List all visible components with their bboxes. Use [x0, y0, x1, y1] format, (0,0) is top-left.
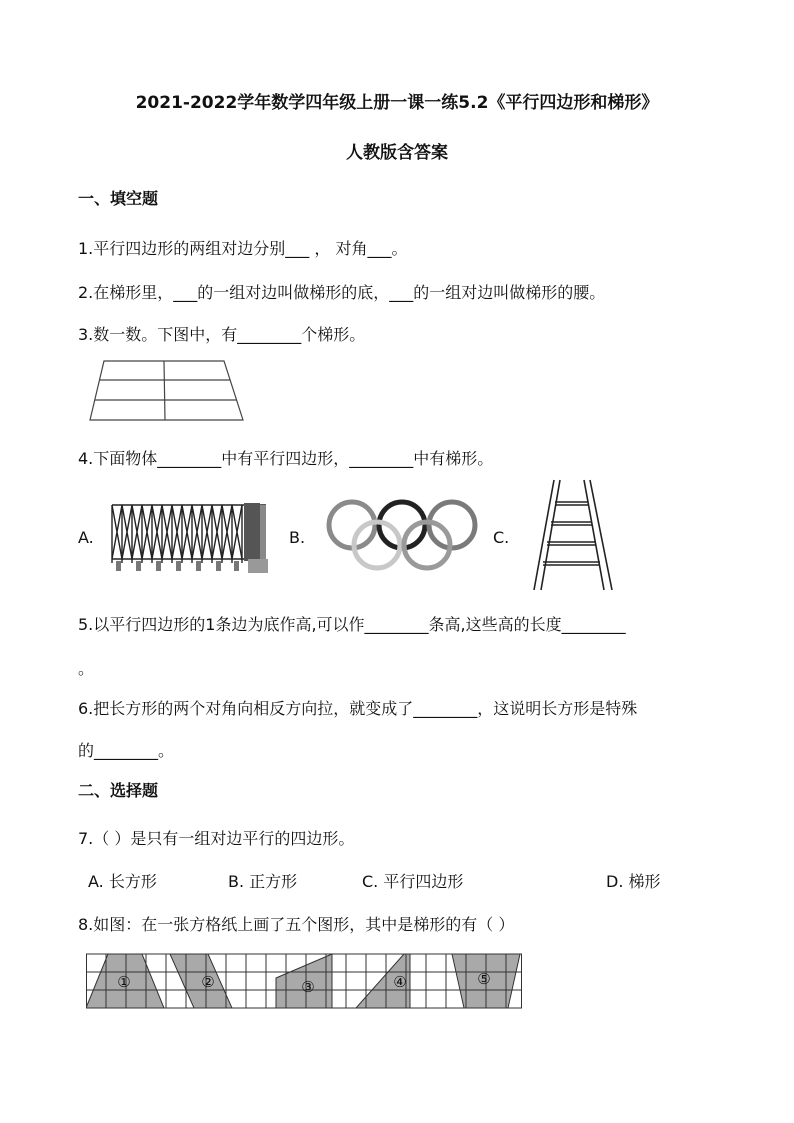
- olympic-rings-image: [322, 497, 482, 573]
- q7-option-d: D. 梯形: [606, 872, 661, 891]
- question-2: 2.在梯形里，___的一组对边叫做梯形的底，___的一组对边叫做梯形的腰。: [78, 283, 606, 302]
- grid-shapes-figure: [86, 952, 522, 1012]
- question-6-line-1: 6.把长方形的两个对角向相反方向拉，就变成了________，这说明长方形是特殊: [78, 699, 638, 718]
- q7-option-a: A. 长方形: [88, 872, 157, 891]
- question-8: 8.如图：在一张方格纸上画了五个图形，其中是梯形的有（ ）: [78, 915, 515, 934]
- q7-option-c: C. 平行四边形: [362, 872, 464, 891]
- shape-label-1: ①: [117, 973, 131, 991]
- ladder-image: [528, 478, 620, 592]
- question-5-line-1: 5.以平行四边形的1条边为底作高,可以作________条高,这些高的长度________: [78, 615, 626, 634]
- q7-option-b: B. 正方形: [228, 872, 298, 891]
- section-multiple-choice: 二、选择题: [78, 781, 159, 800]
- shape-label-5: ⑤: [477, 970, 491, 988]
- option-label-c: C.: [493, 528, 510, 547]
- option-label-b: B.: [289, 528, 306, 547]
- question-1: 1.平行四边形的两组对边分别___ ， 对角___。: [78, 239, 408, 258]
- shape-label-2: ②: [201, 973, 215, 991]
- question-5-line-2: 。: [78, 659, 95, 678]
- shape-label-4: ④: [393, 973, 407, 991]
- section-fill-blank: 一、填空题: [78, 189, 159, 208]
- shape-label-3: ③: [301, 978, 315, 996]
- folding-gate-image: [108, 497, 272, 577]
- question-3: 3.数一数。下图中，有________个梯形。: [78, 325, 366, 344]
- question-6-line-2: 的________。: [78, 741, 175, 760]
- question-4: 4.下面物体________中有平行四边形，________中有梯形。: [78, 449, 494, 468]
- option-label-a: A.: [78, 528, 94, 547]
- document-title: 2021-2022学年数学四年级上册一课一练5.2《平行四边形和梯形》: [135, 93, 659, 113]
- trapezoid-grid-figure: [88, 360, 248, 422]
- document-subtitle: 人教版含答案: [346, 143, 448, 163]
- question-7: 7.（ ）是只有一组对边平行的四边形。: [78, 829, 355, 848]
